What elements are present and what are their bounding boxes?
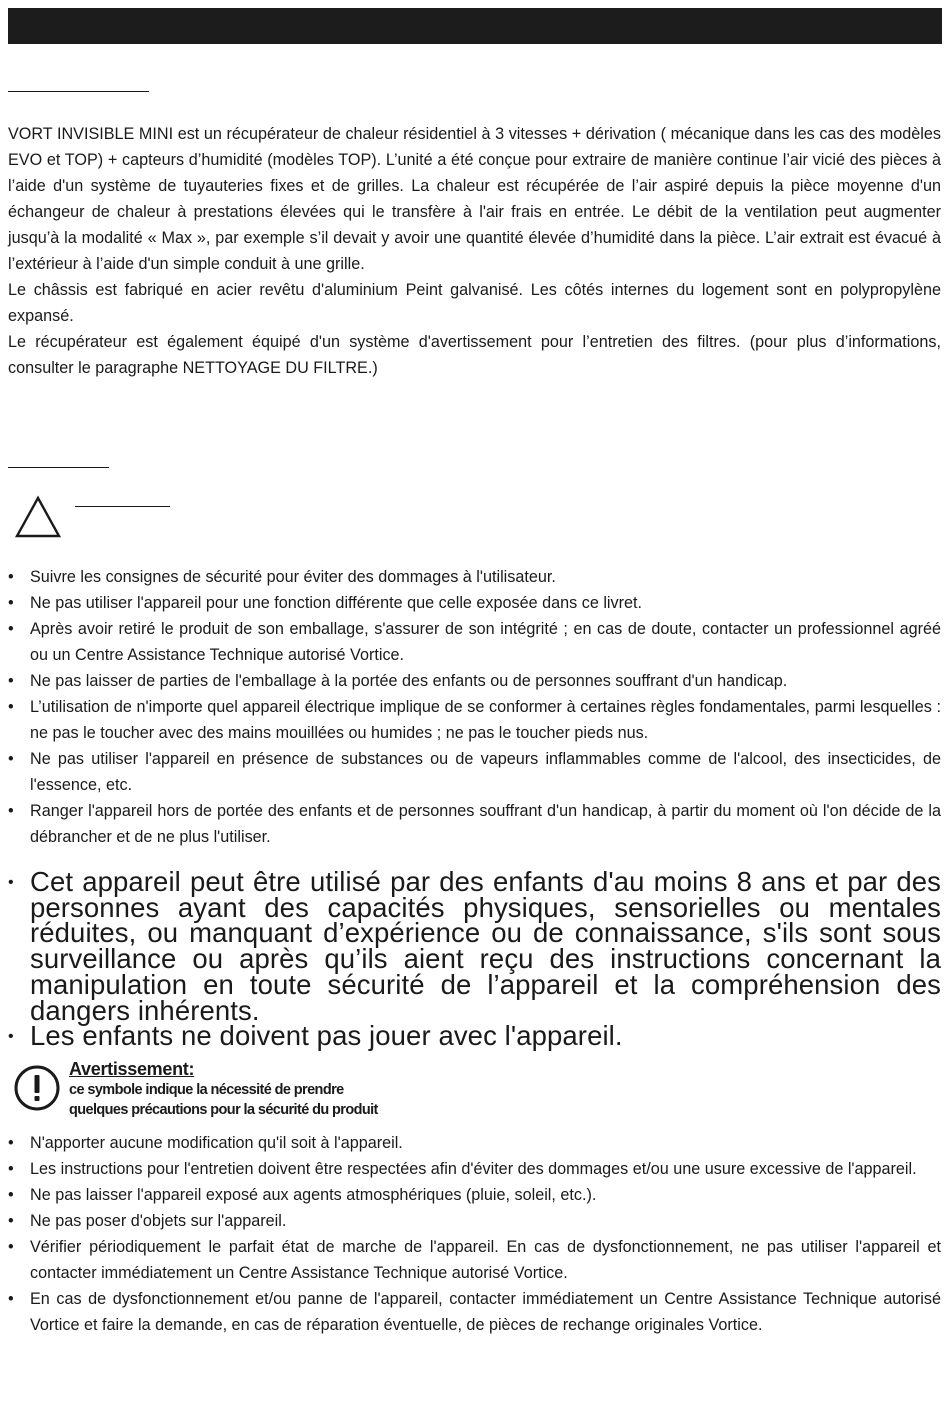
intro-paragraph: Le récupérateur est également équipé d'un système d'avertissement pour l’entretien des filtres. (pour plus d’informations, consulter le paragraphe NETTOYAGE DU FILTRE.) xyxy=(8,333,941,377)
section-rule-description xyxy=(8,91,149,92)
product-safety-list xyxy=(8,1130,941,1338)
intro-section xyxy=(8,121,941,381)
section-rule-safety xyxy=(8,467,109,468)
list-item: • Suivre les consignes de sécurité pour éviter des dommages à l'utilisateur. xyxy=(8,564,941,590)
safety-list xyxy=(8,564,941,850)
list-item: • En cas de dysfonctionnement et/ou panne de l'appareil, contacter immédiatement un Centre Assistance Technique autorisé Vortice et faire la demande, en cas de réparation éventuelle, de pièces de rechange originales Vortice. xyxy=(8,1286,941,1338)
warning-line: quelques précautions pour la sécurité du produit xyxy=(69,1102,378,1118)
list-item: • Ne pas poser d'objets sur l'appareil. xyxy=(8,1208,941,1234)
list-item: • Vérifier périodiquement le parfait état de marche de l'appareil. En cas de dysfonctionnement, ne pas utiliser l'appareil et contacter immédiatement un Centre Assistance Technique autorisé Vortice. xyxy=(8,1234,941,1286)
header-bar xyxy=(8,8,942,44)
list-item: • Ne pas utiliser l'appareil pour une fonction différente que celle exposée dans ce livret. xyxy=(8,590,941,616)
warning-triangle-icon xyxy=(14,494,62,540)
list-item: • N'apporter aucune modification qu'il soit à l'appareil. xyxy=(8,1130,941,1156)
warning-title: Avertissement: xyxy=(69,1059,195,1079)
list-item: • Les enfants ne doivent pas jouer avec l'appareil. xyxy=(8,1023,941,1049)
list-item: • Ne pas laisser l'appareil exposé aux agents atmosphériques (pluie, soleil, etc.). xyxy=(8,1182,941,1208)
warning-line: ce symbole indique la nécessité de prendre xyxy=(69,1082,344,1098)
danger-heading-rule xyxy=(75,506,170,507)
list-item: • Après avoir retiré le produit de son emballage, s'assurer de son intégrité ; en cas de doute, contacter un professionnel agréé ou un Centre Assistance Technique autorisé Vortice. xyxy=(8,616,941,668)
exclamation-circle-icon xyxy=(13,1064,61,1112)
warning-legend xyxy=(69,1058,489,1120)
list-item: • L’utilisation de n'importe quel appareil électrique implique de se conformer à certaines règles fondamentales, parmi lesquelles : ne pas le toucher avec des mains mouillées ou humides ; ne pas le toucher pieds nus. xyxy=(8,694,941,746)
children-warning-list xyxy=(8,866,941,1052)
list-item: • Ranger l'appareil hors de portée des enfants et de personnes souffrant d'un handicap, à partir du moment où l'on décide de la débrancher et de ne plus l'utiliser. xyxy=(8,798,941,850)
intro-paragraph: Le châssis est fabriqué en acier revêtu d'aluminium Peint galvanisé. Les côtés internes du logement sont en polypropylène expansé. xyxy=(8,281,941,325)
list-item: • Ne pas utiliser l'appareil en présence de substances ou de vapeurs inflammables comme de l'alcool, des insecticides, de l'essence, etc. xyxy=(8,746,941,798)
intro-paragraph: VORT INVISIBLE MINI est un récupérateur de chaleur résidentiel à 3 vitesses + dérivation ( mécanique dans les cas des modèles EVO et TOP) + capteurs d’humidité (modèles TOP). L’unité a été conçue pour extraire de manière continue l’air vicié des pièces à l’aide d'un système de tuyauteries fixes et de grilles. La chaleur est récupérée de l’air aspiré depuis la pièce moyenne d'un échangeur de chaleur à prestations élevées qui le transfère à l'air frais en entrée. Le débit de la ventilation peut augmenter jusqu’à la modalité « Max », par exemple s’il devait y avoir une quantité élevée d’humidité dans la pièce. L’air extrait est évacué à l’extérieur à l’aide d'un simple conduit à une grille. xyxy=(8,125,941,273)
list-item: • Cet appareil peut être utilisé par des enfants d'au moins 8 ans et par des personnes ayant des capacités physiques, sensorielles ou mentales réduites, ou manquant d’expérience ou de connaissance, s'ils sont sous surveillance ou après qu’ils aient reçu des instructions concernant la manipulation en toute sécurité de l’appareil et la compréhension des dangers inhérents. xyxy=(8,869,941,1023)
list-item: • Les instructions pour l'entretien doivent être respectées afin d'éviter des dommages et/ou une usure excessive de l'appareil. xyxy=(8,1156,941,1182)
list-item: • Ne pas laisser de parties de l'emballage à la portée des enfants ou de personnes souffrant d'un handicap. xyxy=(8,668,941,694)
